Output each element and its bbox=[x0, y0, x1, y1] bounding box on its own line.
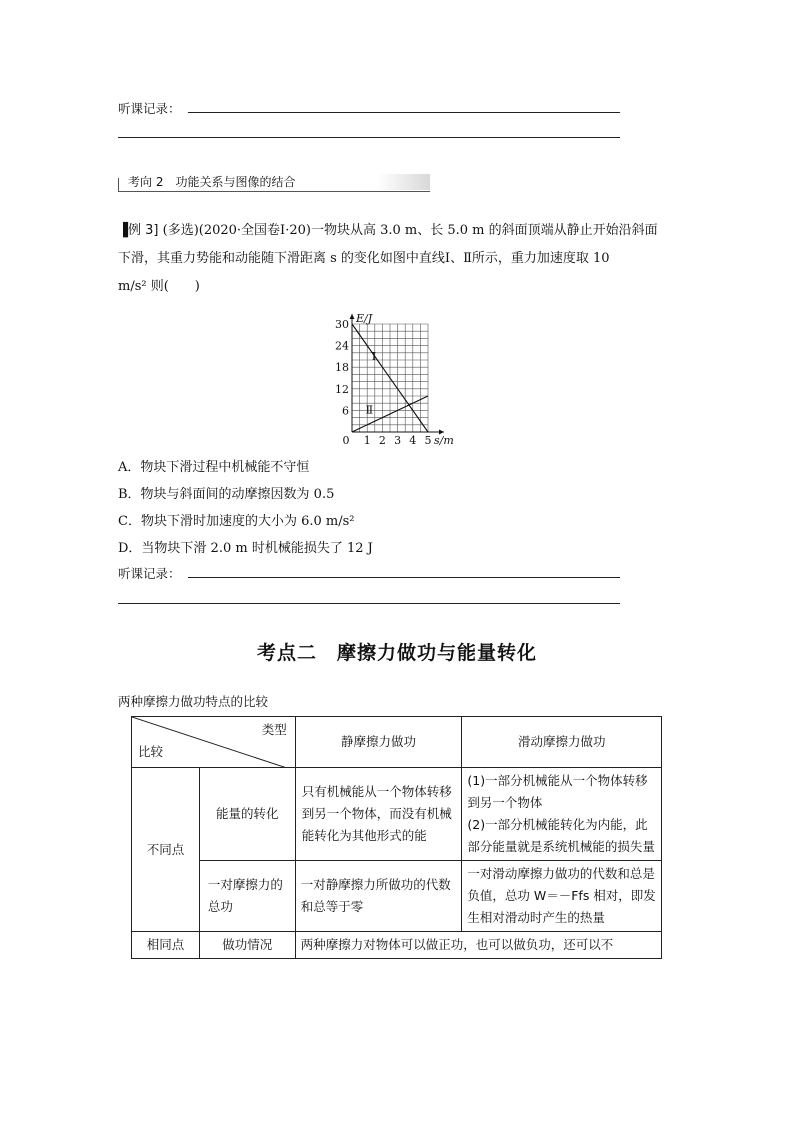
cell-sliding bbox=[462, 768, 662, 861]
header-sliding: 滑动摩擦力做功 bbox=[462, 717, 662, 768]
series-label-2: Ⅱ bbox=[365, 403, 374, 417]
example-line-2: 下滑，其重力势能和动能随下滑距离 s 的变化如图中直线Ⅰ、Ⅱ所示，重力加速度取 10 bbox=[118, 251, 610, 266]
corner-cell bbox=[132, 717, 296, 768]
option-a: A．物块下滑过程中机械能不守恒 bbox=[118, 460, 310, 475]
example-line-3: m/s² 则( ) bbox=[118, 279, 200, 294]
y-tick-label: 18 bbox=[335, 361, 349, 375]
example-bracket-icon: ▐ bbox=[118, 223, 128, 238]
notes-underline bbox=[118, 603, 620, 604]
table-header-row bbox=[132, 717, 662, 768]
notes-underline bbox=[188, 577, 620, 578]
table-row bbox=[132, 768, 662, 861]
example-line-1: ▐例 3] (多选)(2020·全国卷Ⅰ·20)一物块从高 3.0 m、长 5.0 m 的斜面顶端从静止开始沿斜面 bbox=[118, 223, 658, 238]
notes-underline bbox=[118, 137, 620, 138]
section-heading bbox=[118, 170, 430, 192]
x-tick-label: 3 bbox=[394, 434, 402, 446]
y-tick-label: 12 bbox=[335, 382, 349, 396]
option-d: D．当物块下滑 2.0 m 时机械能损失了 12 J bbox=[118, 541, 373, 556]
cell-same: 两种摩擦力对物体可以做正功，也可以做负功，还可以不 bbox=[295, 932, 661, 959]
x-tick-label: 0 bbox=[342, 434, 350, 446]
x-tick-label: 4 bbox=[409, 434, 417, 446]
section-heading-text: 考向 2 功能关系与图像的结合 bbox=[128, 175, 296, 189]
corner-bottom-label: 比较 bbox=[138, 744, 164, 759]
x-tick-label: 5 bbox=[424, 434, 432, 446]
example-text-1: (多选)(2020·全国卷Ⅰ·20)一物块从高 3.0 m、长 5.0 m 的斜面顶端从静止开始沿斜面 bbox=[162, 223, 658, 238]
cell-static: 只有机械能从一个物体转移到另一个物体，而没有机械能转化为其他形式的能 bbox=[295, 768, 462, 861]
table-caption: 两种摩擦力做功特点的比较 bbox=[118, 694, 269, 709]
table-row bbox=[132, 861, 662, 932]
main-title: 考点二 摩擦力做功与能量转化 bbox=[256, 642, 537, 664]
y-axis-label: E/J bbox=[356, 312, 373, 325]
y-tick-label: 6 bbox=[342, 404, 349, 418]
cell-sliding: 一对滑动摩擦力做功的代数和总是负值，总功 W＝－Ffs 相对，即发生相对滑动时产生的热量 bbox=[462, 861, 662, 932]
cell-sliding-a: (1)一部分机械能从一个物体转移到另一个物体 bbox=[467, 773, 648, 810]
x-tick-label: 2 bbox=[378, 434, 386, 446]
option-c: C．物块下滑时加速度的大小为 6.0 m/s² bbox=[118, 514, 355, 529]
y-axis-arrow bbox=[350, 314, 355, 319]
y-tick-label: 24 bbox=[335, 339, 349, 353]
group-diff: 不同点 bbox=[132, 768, 200, 932]
corner-top-label: 类型 bbox=[261, 722, 287, 737]
x-axis-label: s/m bbox=[434, 434, 454, 446]
y-tick-label: 30 bbox=[335, 318, 349, 331]
row-label: 能量的转化 bbox=[199, 768, 295, 861]
x-tick-label: 1 bbox=[363, 434, 371, 446]
cell-static: 一对静摩擦力所做功的代数和总等于零 bbox=[295, 861, 462, 932]
cell-sliding-b: (2)一部分机械能转化为内能，此部分能量就是系统机械能的损失量 bbox=[467, 817, 655, 854]
series-label-1: Ⅰ bbox=[371, 350, 377, 363]
example-tag: 例 3 bbox=[128, 223, 154, 238]
row-label: 一对摩擦力的总功 bbox=[199, 861, 295, 932]
notes-label: 听课记录： bbox=[118, 101, 181, 116]
energy-chart bbox=[330, 304, 470, 446]
comparison-table bbox=[131, 716, 662, 959]
notes-label: 听课记录： bbox=[118, 566, 181, 581]
notes-underline bbox=[188, 112, 620, 113]
row-label: 做功情况 bbox=[199, 932, 295, 959]
group-same: 相同点 bbox=[132, 932, 200, 959]
option-b: B．物块与斜面间的动摩擦因数为 0.5 bbox=[118, 487, 335, 502]
table-row bbox=[132, 932, 662, 959]
header-static: 静摩擦力做功 bbox=[295, 717, 462, 768]
